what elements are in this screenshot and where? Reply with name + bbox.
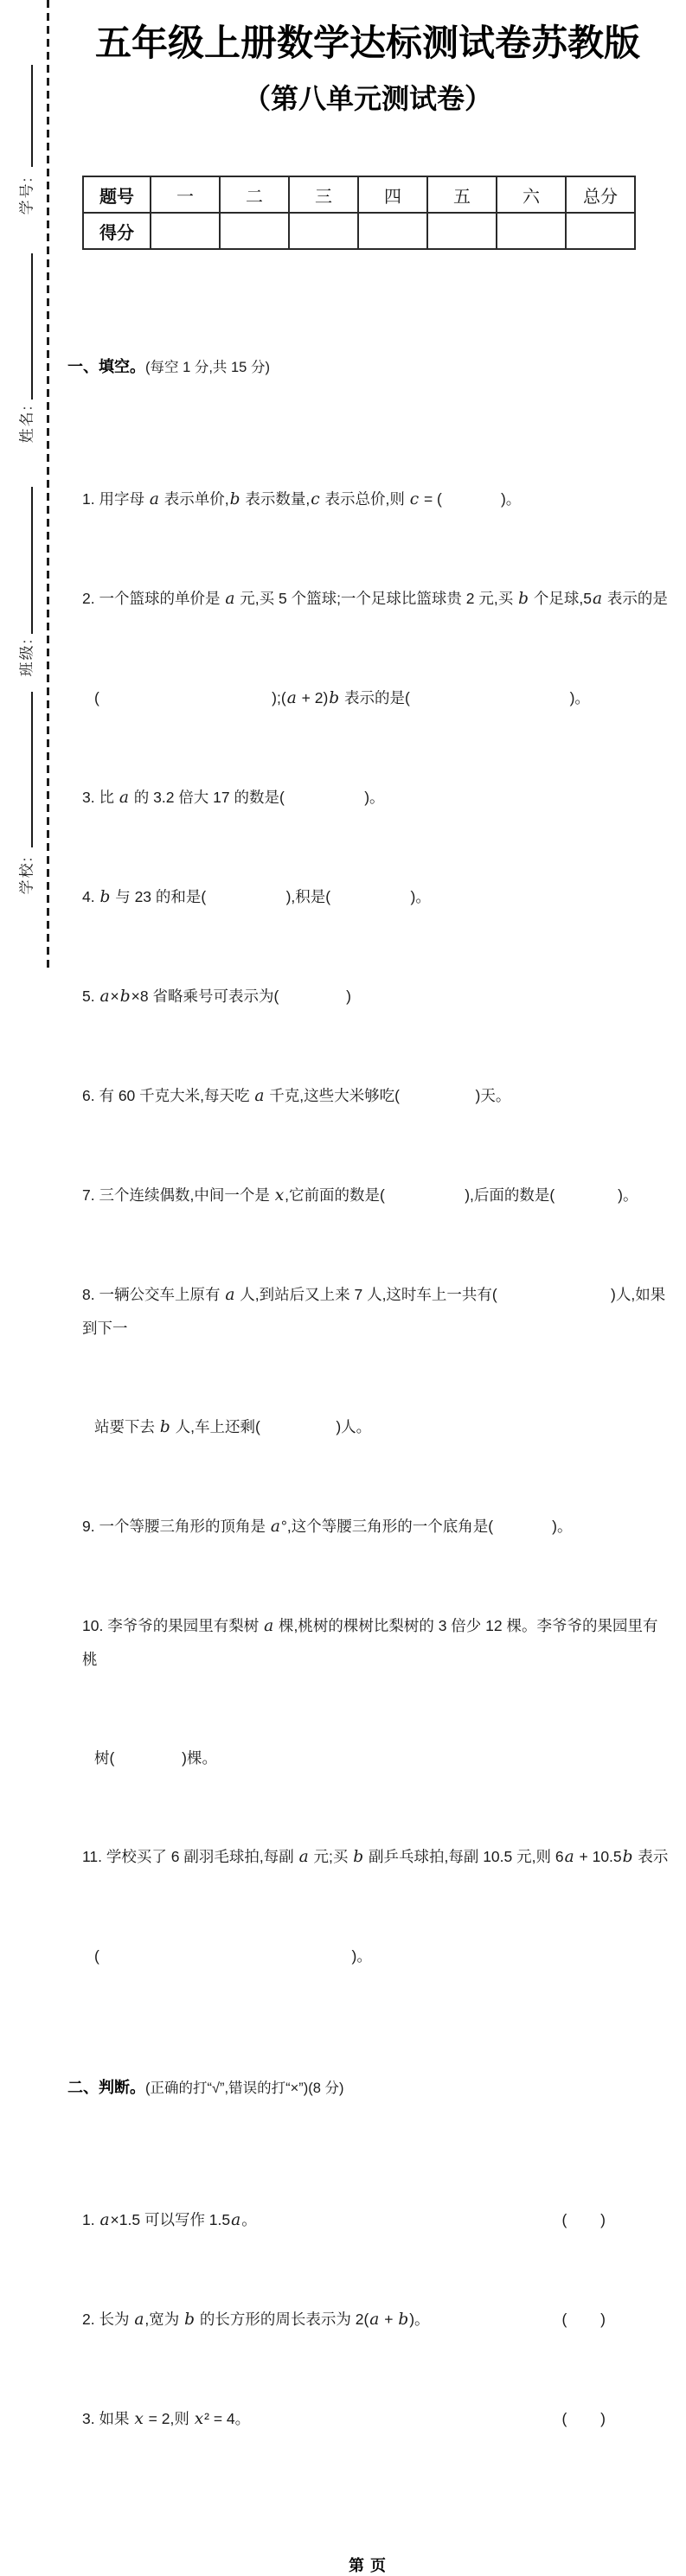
math-variable: b xyxy=(184,2311,195,2330)
question-line: 1. 用字母 a 表示单价,b 表示数量,c 表示总价,则 c = ( )。 xyxy=(82,490,522,509)
math-variable: a xyxy=(231,2211,241,2230)
question-line-continuation: 树( )棵。 xyxy=(94,1749,217,1767)
math-variable: c xyxy=(409,490,420,509)
judgement-line xyxy=(65,2303,670,2336)
math-variable: b xyxy=(99,888,111,907)
math-variable: b xyxy=(119,988,131,1007)
math-variable: a xyxy=(298,1848,309,1867)
score-table-col-total: 总分 xyxy=(566,176,635,213)
math-variable: x xyxy=(274,1186,285,1205)
math-variable: a xyxy=(264,1617,274,1636)
judgement-text: 3. 如果 x = 2,则 x² = 4。 xyxy=(82,2410,251,2429)
section-1-note: (每空 1 分,共 15 分) xyxy=(145,360,270,376)
score-table-header-row xyxy=(83,176,635,213)
math-variable: c xyxy=(311,490,320,509)
math-variable: b xyxy=(229,490,240,509)
score-cell xyxy=(220,213,289,249)
math-variable: a xyxy=(99,988,110,1007)
math-variable: b xyxy=(353,1848,364,1867)
questions-area xyxy=(65,252,670,2534)
student-id-writing-line xyxy=(31,65,33,167)
math-variable: a xyxy=(225,590,235,609)
question-line: 10. 李爷爷的果园里有梨树 a 棵,桃树的棵树比梨树的 3 倍少 12 棵。李爷爷的果园里有桃 xyxy=(82,1617,658,1669)
question-line: 9. 一个等腰三角形的顶角是 a°,这个等腰三角形的一个底角是( )。 xyxy=(82,1518,573,1537)
page-number-footer: 第 页 xyxy=(348,2557,387,2575)
math-variable: a xyxy=(592,590,603,609)
question-line: 5. a×b×8 省略乘号可表示为( ) xyxy=(82,988,351,1007)
score-table-col-6: 六 xyxy=(497,176,566,213)
judgement-text: 2. 长为 a,宽为 b 的长方形的周长表示为 2(a + b)。 xyxy=(82,2311,430,2330)
judgement-text: 1. a×1.5 可以写作 1.5a。 xyxy=(82,2211,257,2230)
paper-content xyxy=(65,0,670,2576)
score-table-col-3: 三 xyxy=(289,176,358,213)
score-cell xyxy=(566,213,635,249)
math-variable: x xyxy=(194,2410,204,2429)
judgement-line xyxy=(65,2203,670,2237)
math-variable: b xyxy=(622,1848,633,1867)
score-table-col-4: 四 xyxy=(358,176,427,213)
question-line: 6. 有 60 千克大米,每天吃 a 千克,这些大米够吃( )天。 xyxy=(82,1087,511,1106)
judgement-line xyxy=(65,2402,670,2436)
judgement-answer-blank: ( ) xyxy=(561,2410,606,2428)
section-1-heading-line xyxy=(65,350,670,384)
score-table-score-row xyxy=(83,213,635,249)
math-variable: b xyxy=(398,2311,409,2330)
question-line-continuation: ( );(a + 2)b 表示的是( )。 xyxy=(94,689,590,708)
score-table-col-1: 一 xyxy=(151,176,220,213)
school-writing-line xyxy=(31,692,33,847)
math-variable: a xyxy=(99,2211,110,2230)
math-variable: a xyxy=(564,1848,574,1867)
score-cell xyxy=(358,213,427,249)
math-variable: b xyxy=(329,689,340,708)
judgement-answer-blank: ( ) xyxy=(561,2311,606,2329)
score-table-score-label: 得分 xyxy=(83,213,151,249)
score-table-col-2: 二 xyxy=(220,176,289,213)
score-table-row-label: 题号 xyxy=(83,176,151,213)
margin-label-name: 姓名: xyxy=(18,404,35,444)
section-2-heading: 二、判断。 xyxy=(67,2079,145,2097)
section-1-heading: 一、填空。 xyxy=(67,358,145,376)
section-2-note: (正确的打“√”,错误的打“×”)(8 分) xyxy=(145,2081,344,2097)
math-variable: x xyxy=(134,2410,144,2429)
judgement-answer-blank: ( ) xyxy=(561,2211,606,2229)
score-cell xyxy=(497,213,566,249)
math-variable: a xyxy=(134,2311,144,2330)
question-line: 2. 一个篮球的单价是 a 元,买 5 个篮球;一个足球比篮球贵 2 元,买 b 个足球,5a 表示的是 xyxy=(82,590,668,609)
margin-label-class: 班级: xyxy=(18,637,35,677)
math-variable: a xyxy=(286,689,297,708)
name-writing-line xyxy=(31,253,33,400)
margin-label-student-id: 学号: xyxy=(18,176,35,215)
section-2-heading-line xyxy=(65,2071,670,2105)
score-cell xyxy=(151,213,220,249)
margin-label-school: 学校: xyxy=(18,855,35,895)
math-variable: a xyxy=(149,490,159,509)
math-variable: a xyxy=(254,1087,265,1106)
math-variable: a xyxy=(225,1286,235,1305)
question-line-continuation: ( )。 xyxy=(94,1947,372,1966)
math-variable: b xyxy=(159,1418,170,1437)
score-cell xyxy=(427,213,497,249)
fold-dashed-line xyxy=(47,0,49,970)
math-variable: a xyxy=(270,1518,280,1537)
question-line: 4. b 与 23 的和是( ),积是( )。 xyxy=(82,888,431,907)
question-line: 11. 学校买了 6 副羽毛球拍,每副 a 元;买 b 副乒乓球拍,每副 10.5 元,则 6a + 10.5b 表示 xyxy=(82,1848,669,1867)
score-cell xyxy=(289,213,358,249)
score-table xyxy=(82,176,636,250)
question-line: 3. 比 a 的 3.2 倍大 17 的数是( )。 xyxy=(82,789,385,808)
question-line: 8. 一辆公交车上原有 a 人,到站后又上来 7 人,这时车上一共有( )人,如果到下一 xyxy=(82,1286,666,1338)
question-line: 7. 三个连续偶数,中间一个是 x,它前面的数是( ),后面的数是( )。 xyxy=(82,1186,638,1205)
page-subtitle: （第八单元测试卷） xyxy=(242,83,492,115)
class-writing-line xyxy=(31,487,33,634)
math-variable: a xyxy=(119,789,129,808)
question-line-continuation: 站要下去 b 人,车上还剩( )人。 xyxy=(94,1418,372,1437)
math-variable: a xyxy=(369,2311,380,2330)
page-title: 五年级上册数学达标测试卷苏教版 xyxy=(94,22,640,63)
math-variable: b xyxy=(518,590,529,609)
score-table-col-5: 五 xyxy=(427,176,497,213)
